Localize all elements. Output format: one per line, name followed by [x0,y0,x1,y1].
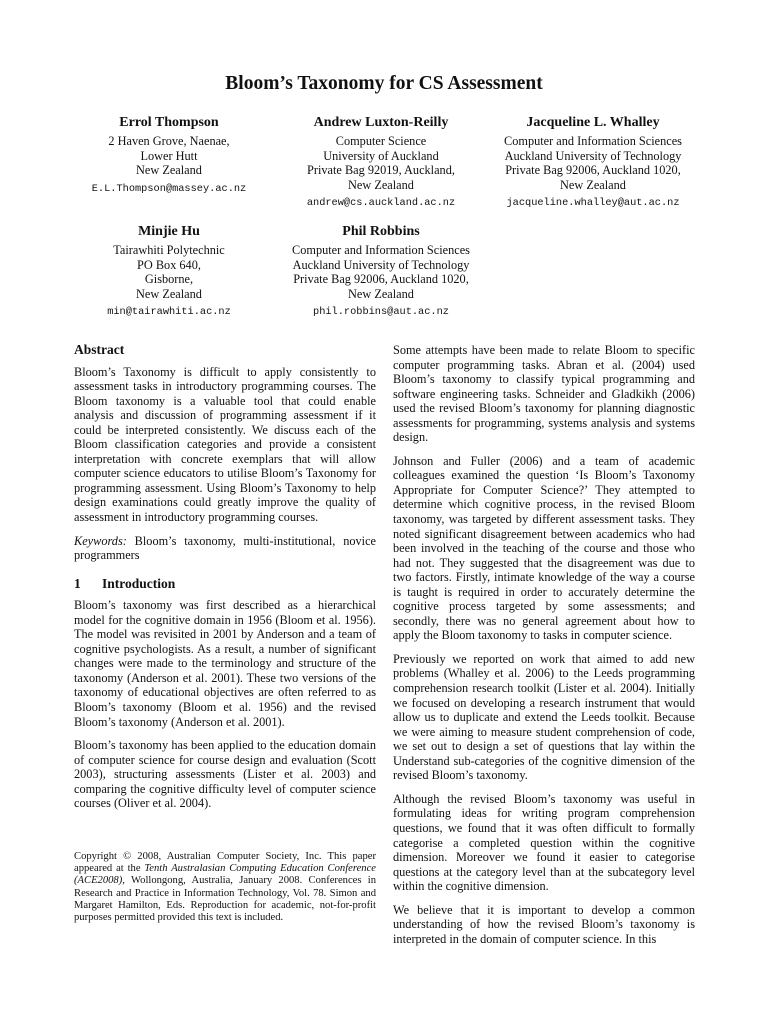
body-paragraph: Although the revised Bloom’s taxonomy was useful in formulating ideas for writing program comprehension questions, we found that it was often difficult to formally categorise a completed question within the cognitive dimension. Moreover we found it easier to categorise questions at the category level than at the subcategory level within the cognitive dimension. [393,791,695,894]
keywords-text: Bloom’s taxonomy, multi-institutional, novice programmers [74,533,376,563]
author-affiliation-line: Private Bag 92006, Auckland 1020, [505,163,681,178]
right-column [393,343,695,955]
copyright-text-after: , Wollongong, Australia, January 2008. Conferences in Research and Practice in Information Technology, Vol. 78. Simon and Margaret Hamilton, Eds. Reproduction for academic, not-for-profit purposes permitted provided this text is included. [74,875,376,924]
keywords-label: Keywords: [74,533,127,548]
author-affiliation-line: New Zealand [136,163,202,178]
author-email: andrew@cs.auckland.ac.nz [306,197,456,210]
author-name: Andrew Luxton-Reilly [313,115,449,130]
author-affiliation-line: Private Bag 92006, Auckland 1020, [293,272,469,287]
author-email: phil.robbins@aut.ac.nz [313,306,449,319]
body-paragraph: Johnson and Fuller (2006) and a team of academic colleagues examined the question ‘Is Bloom’s Taxonomy Appropriate for Computer Science?’ They attempted to determine which cognitive process, in the revised Bloom taxonomy, was targeted by different assessment tasks. They noted significant disagreement between academics who had been involved in the teaching of the course and those who had not. They suggested that the disagreement was due to two factors. Firstly, intimate knowledge of the way a course is taught is required in order to accurately determine the cognitive process targeted by some assessments; and secondly, there was no general agreement about how to apply the Bloom taxonomy to tasks in computer science. [393,453,695,643]
author-block [54,224,284,320]
author-name: Jacqueline L. Whalley [526,115,660,130]
author-affiliation-line: Gisborne, [144,272,194,287]
author-affiliation-line: PO Box 640, [137,257,201,272]
author-block [266,115,496,211]
body-paragraph: Bloom’s taxonomy was first described as a hierarchical model for the cognitive domain in 1956 (Bloom et al. 1956). The model was revisited in 2001 by Anderson and a team of cognitive psychologists. As a result, a number of significant changes were made to the terminology and structure of the taxonomy (Anderson et al. 2001). These two versions of the taxonomy of educational objectives are often referred to as Bloom’s taxonomy (Bloom et al. 1956) and the revised Bloom’s taxonomy (Anderson et al. 2001). [74,598,376,729]
author-affiliation-line: Tairawhiti Polytechnic [113,243,225,257]
author-affiliation-line: Computer Science [335,134,427,148]
author-affiliation-line: Private Bag 92019, Auckland, [307,163,455,178]
abstract-heading: Abstract [74,342,125,357]
body-paragraph: Previously we reported on work that aimed to add new problems (Whalley et al. 2006) to the Leeds programming comprehension research toolkit (Lister et al. 2004). Initially we focused on developing a research instrument that would allow us to duplicate and extend the Leeds toolkit. Because we were aiming to measure student comprehension of code, we set out to design a set of questions that lay within the Understand sub-categories of the cognitive dimension of the revised Bloom’s taxonomy. [393,651,695,783]
paper-title: Bloom’s Taxonomy for CS Assessment [225,73,543,94]
copyright-notice [74,851,376,924]
body-paragraph: Some attempts have been made to relate Bloom to specific computer programming tasks. Abran et al. (2004) used Bloom’s taxonomy to classify typical programming and software engineering tasks. Schneider and Gladkikh (2006) used the revised Bloom’s taxonomy for planning diagnostic assessments for programming, systems analysis and systems design. [393,343,695,445]
author-block [54,115,284,196]
author-affiliation-line: Computer and Information Sciences [292,243,470,257]
left-column [74,343,376,820]
author-name: Minjie Hu [138,224,200,239]
author-block [478,115,708,211]
body-paragraph: Bloom’s taxonomy has been applied to the education domain of computer science for course design and evaluation (Scott 2003), structuring assessments (Lister et al. 2003) and comparing the cognitive difficulty level of computer science courses (Oliver et al. 2004). [74,738,376,811]
author-name: Errol Thompson [119,115,219,130]
author-affiliation-line: Auckland University of Technology [292,257,470,272]
copyright-venue: Tenth Australasian Computing Education Conference (ACE2008) [74,863,376,887]
author-affiliation-line: Lower Hutt [140,148,198,163]
copyright-text: Copyright © 2008, Australian Computer Society, Inc. This paper appeared at the [74,851,376,875]
body-paragraph: We believe that it is important to develop a common understanding of how the revised Bloom’s taxonomy is interpreted in the domain of computer science. In this [393,902,695,946]
author-affiliation-line: New Zealand [348,177,414,192]
author-affiliation-line: New Zealand [348,286,414,301]
author-affiliation-line: New Zealand [136,286,202,301]
section-heading [74,577,376,592]
author-affiliation-line: Auckland University of Technology [504,148,682,163]
section-number: 1 [74,575,81,591]
author-name: Phil Robbins [342,224,420,239]
author-affiliation-line: 2 Haven Grove, Naenae, [108,134,230,148]
section-title: Introduction [102,575,176,591]
author-email: jacqueline.whalley@aut.ac.nz [506,197,680,210]
keywords [74,534,376,563]
author-affiliation-line: New Zealand [560,177,626,192]
author-affiliation-line: University of Auckland [323,148,439,163]
author-email: E.L.Thompson@massey.ac.nz [91,182,247,195]
author-email: min@tairawhiti.ac.nz [107,306,231,319]
author-block [266,224,496,320]
abstract-text: Bloom’s Taxonomy is difficult to apply consistently to assessment tasks in introductory programming courses. The Bloom taxonomy is a valuable tool that could enable analysis and discussion of programming assessment if it could be interpreted consistently. We discuss each of the Bloom classification categories and provide a consistent interpretation with concrete exemplars that will allow computer science educators to utilise Bloom’s Taxonomy for programming assessment. Using Bloom’s Taxonomy to help design examinations could greatly improve the quality of assessment in introductory programming courses. [74,364,376,525]
author-affiliation-line: Computer and Information Sciences [504,134,682,148]
